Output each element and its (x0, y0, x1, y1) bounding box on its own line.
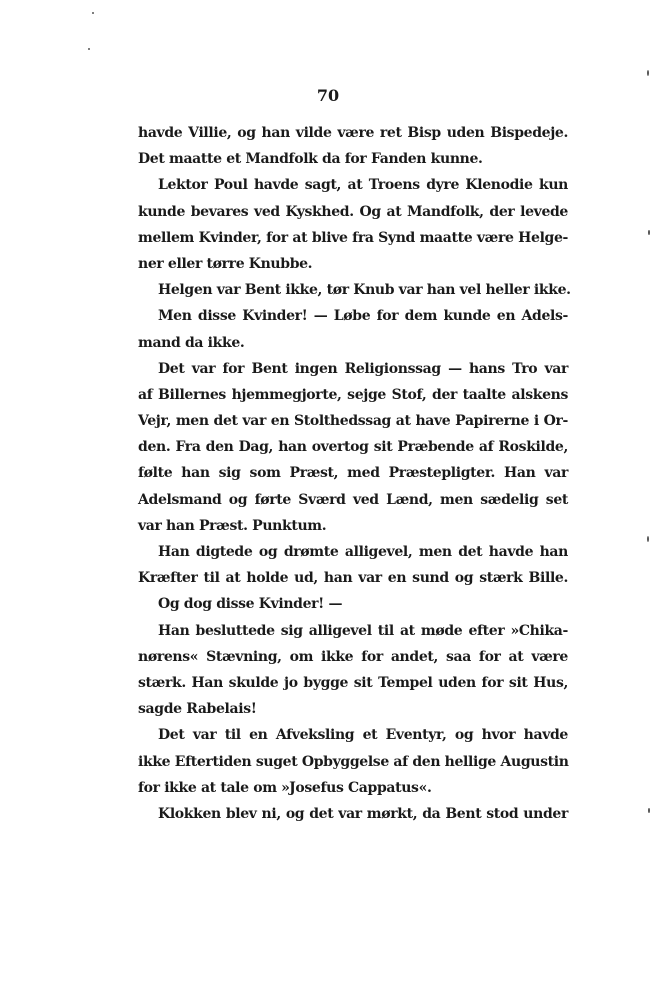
text-line: ikke Eftertiden suget Opbyggelse af den hellige Augustin (138, 753, 569, 770)
scan-speck (648, 230, 650, 235)
text-line: ner eller tørre Knubbe. (138, 255, 313, 272)
text-line: stærk. Han skulde jo bygge sit Tempel uden for sit Hus, (138, 674, 568, 691)
text-line: af Billernes hjemmegjorte, sejge Stof, der taalte alskens (138, 386, 568, 403)
text-line: Og dog disse Kvinder! — (158, 596, 343, 613)
text-line: Klokken blev ni, og det var mørkt, da Bent stod under (158, 805, 568, 822)
text-line: Kræfter til at holde ud, han var en sund og stærk Bille. (138, 570, 568, 587)
text-line: Adelsmand og førte Sværd ved Lænd, men sædelig set (138, 491, 568, 508)
text-line: mand da ikke. (138, 334, 245, 351)
scan-speck (647, 536, 649, 542)
text-line: nørens« Stævning, om ikke for andet, saa for at være (138, 648, 568, 665)
scan-speck (88, 48, 90, 50)
page-number: 70 (316, 86, 340, 105)
text-line: kunde bevares ved Kyskhed. Og at Mandfolk, der levede (138, 203, 568, 220)
text-line: Det maatte et Mandfolk da for Fanden kunne. (138, 151, 483, 168)
text-line: Men disse Kvinder! — Løbe for dem kunde en Adels- (158, 308, 568, 325)
text-line: Lektor Poul havde sagt, at Troens dyre Klenodie kun (158, 177, 568, 194)
text-line: havde Villie, og han vilde være ret Bisp uden Bispedeje. (138, 125, 568, 141)
text-line: Det var for Bent ingen Religionssag — hans Tro var (158, 360, 568, 377)
scan-speck (647, 70, 649, 76)
text-line: mellem Kvinder, for at blive fra Synd maatte være Helge- (138, 229, 568, 246)
text-line: Han besluttede sig alligevel til at møde efter »Chika- (158, 622, 568, 639)
body-text (138, 120, 571, 827)
text-line: Det var til en Afveksling et Eventyr, og hvor havde (158, 727, 568, 744)
scan-speck (92, 12, 94, 14)
text-line: den. Fra den Dag, han overtog sit Præbende af Roskilde, (138, 439, 568, 456)
text-line: var han Præst. Punktum. (138, 517, 327, 534)
text-line: følte han sig som Præst, med Præstepligter. Han var (138, 465, 568, 482)
text-line: Helgen var Bent ikke, tør Knub var han vel heller ikke. (158, 282, 571, 299)
text-line: Han digtede og drømte alligevel, men det havde han (158, 544, 568, 560)
text-line: Vejr, men det var en Stolthedssag at have Papirerne i Or- (138, 413, 568, 430)
text-line: for ikke at tale om »Josefus Cappatus«. (138, 779, 432, 796)
scan-speck (648, 808, 650, 813)
text-line: sagde Rabelais! (138, 701, 257, 718)
